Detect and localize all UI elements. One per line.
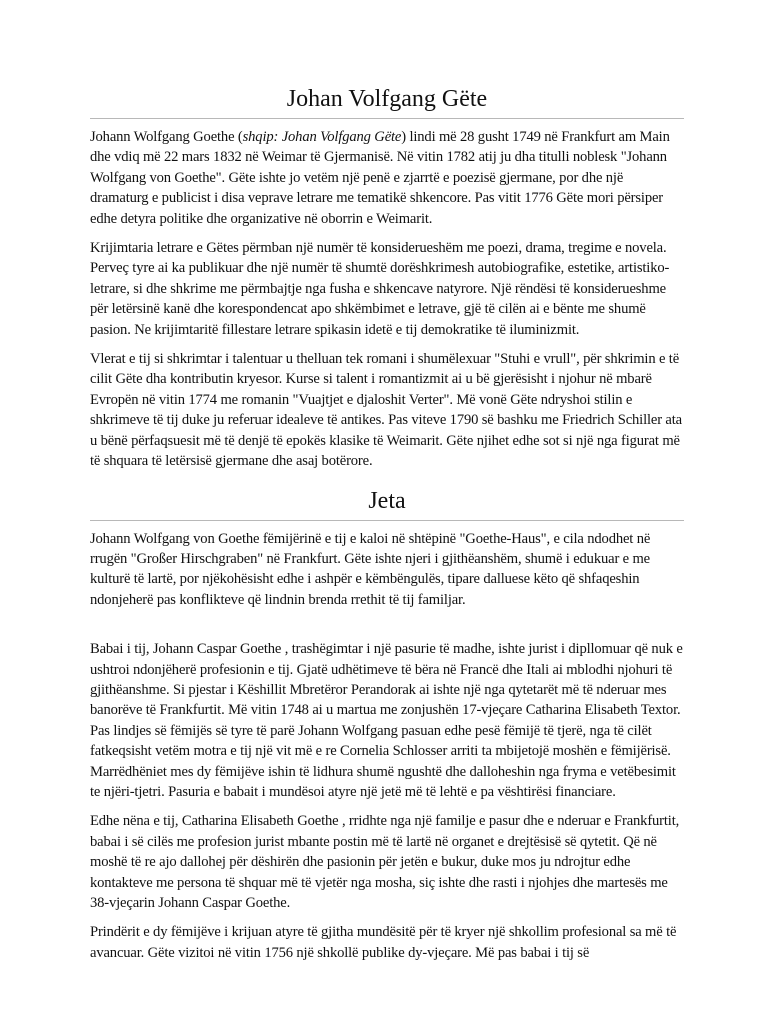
document-page <box>90 84 684 972</box>
section-divider <box>90 520 684 521</box>
jeta-paragraph-2: Babai i tij, Johann Caspar Goethe , trashëgimtar i një pasurie të madhe, ishte jurist i dipllomuar që nuk e ushtroi ndonjëherë profesionin e tij. Gjatë udhëtimeve të bëra në Francë dhe Itali ai mblodhi njohuri të gjithëanshme. Si pjestar i Këshillit Mbretëror Perandorak ai ishte një nga qytetarët më të nderuar mes banorëve të Frankfurtit. Më vitin 1748 ai u martua me zonjushën 17-vjeçare Catharina Elisabeth Textor. Pas lindjes së fëmijës së tyre të parë Johann Wolfgang pasuan edhe pesë fëmijë të tjerë, nga të cilët fatkeqsisht vetëm motra e tij një vit më e re Cornelia Schlosser arriti ta mbijetojë moshën e fëmijërisë. Marrëdhëniet mes dy fëmijëve ishin të lidhura shumë ngushtë dhe dalloheshin nga fryma e vetëbesimit te njëri-tjetri. Pasuria e babait i mundësoi atyre një jetë më të lehtë e pa vështirësi financiare. <box>90 641 683 800</box>
section-heading-jeta: Jeta <box>368 487 406 514</box>
intro-paragraph-3: Vlerat e tij si shkrimtar i talentuar u thelluan tek romani i shumëlexuar "Stuhi e vrull", për shkrimin e të cilit Gëte dha kontributin kryesor. Kurse si talent i romantizmit ai u bë gjerësisht i njohur në mbarë Evropën në vitin 1774 me romanin "Vuajtjet e djaloshit Verter". Më vonë Gëte ndryshoi stilin e shkrimeve të tij duke ju referuar idealeve të antikes. Pas viteve 1790 së bashku me Friedrich Schiller ata u bënë përfaqsuesit më të denjë të epokës klasike të Weimarit. Gëte njihet edhe sot si një nga figurat më të shquara të letërsisë gjermane dhe asaj botërore. <box>90 351 682 470</box>
intro-p1-start: Johann Wolfgang Goethe ( <box>90 129 243 145</box>
intro-p1-italic: shqip: Johan Volfgang Gëte <box>242 129 402 145</box>
title-divider <box>90 118 684 119</box>
page-title: Johan Volfgang Gëte <box>286 86 488 112</box>
jeta-paragraph-1: Johann Wolfgang von Goethe fëmijërinë e tij e kaloi në shtëpinë "Goethe-Haus", e cila ndodhet në rrugën "Großer Hirschgraben" në Frankfurt. Gëte ishte njeri i gjithëanshëm, shumë i edukuar e me kulturë të lartë, por njëkohësisht edhe i ashpër e këmbëngulës, tipare dalluese këto që shfaqeshin ndonjeherë pas konflikteve që lindnin brenda rrethit të tij familjar. <box>90 530 651 608</box>
jeta-paragraph-4: Prindërit e dy fëmijëve i krijuan atyre të gjitha mundësitë për të kryer një shkollim profesional sa më të avancuar. Gëte vizitoi në vitin 1756 një shkollë publike dy-vjeçare. Më pas babai i tij së <box>90 924 677 961</box>
intro-paragraph-1 <box>90 127 684 229</box>
intro-p1-end: ) lindi më 28 gusht 1749 në Frankfurt am Main dhe vdiq më 22 mars 1832 në Weimar të Gjermanisë. Në vitin 1782 atij ju dha titulli noblesk "Johann Wolfgang von Goethe". Gëte ishte jo vetëm një penë e zjarrtë e poezisë gjermane, por dhe një dramaturg e publicist i disa veprave letrare me tematikë shkencore. Pas vitit 1776 Gëte mori përsiper edhe detyra politike dhe organizative në oborrin e Weimarit. <box>90 129 670 227</box>
paragraph-spacer <box>90 619 684 639</box>
jeta-paragraph-3: Edhe nëna e tij, Catharina Elisabeth Goethe , rridhte nga një familje e pasur dhe e nderuar e Frankfurtit, babai i së cilës me profesion jurist mbante postin më të lartë në organet e drejtësisë së qytetit. Që në moshë të re ajo dallohej për dëshirën dhe pasionin për jetën e bukur, duke mos ju ndrojtur edhe kontakteve me persona të shquar më të vjetër nga mosha, siç ishte dhe rasti i njohjes dhe martesës me 38-vjeçarin Johann Caspar Goethe. <box>90 813 680 911</box>
intro-paragraph-2: Krijimtaria letrare e Gëtes përmban një numër të konsiderueshëm me poezi, drama, tregime e novela. Perveç tyre ai ka publikuar dhe një numër të shumtë dorëshkrimesh autobiografike, estetike, artistiko-letrare, si dhe shkrime me përmbajtje nga fusha e shkencave natyrore. Një rëndësi të konsiderueshme për letërsinë kanë dhe korespondencat apo shkëmbimet e letrave, gjë të cilën ai e bënte me shumë pasion. Ne krijimtaritë fillestare letrare spikasin idetë e tij demokratike të iluminizmit. <box>90 240 670 338</box>
